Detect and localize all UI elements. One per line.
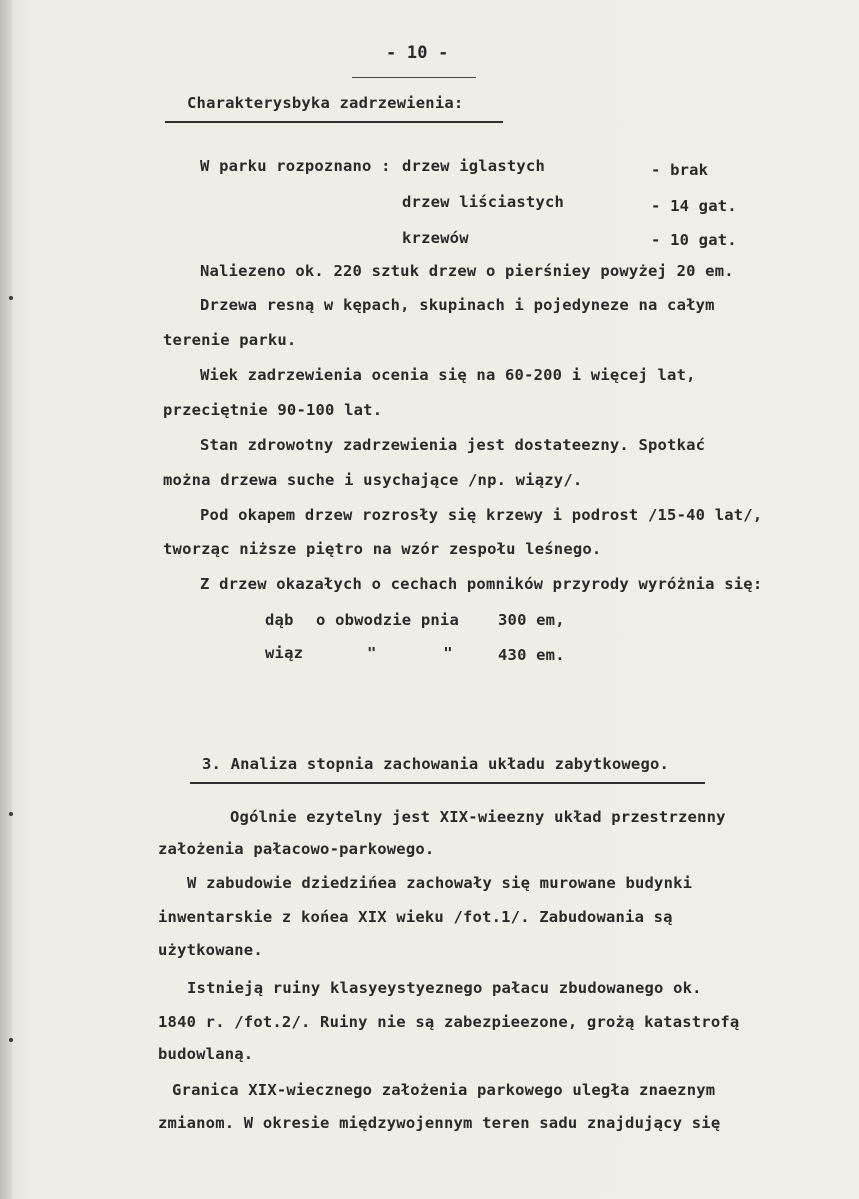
- body-line: użytkowane.: [158, 941, 263, 959]
- page-edge-shadow: [0, 0, 12, 1199]
- body-line: budowlaną.: [158, 1045, 254, 1063]
- section-header: Charakterysbyka zadrzewienia:: [187, 94, 464, 112]
- margin-speck: [9, 812, 13, 816]
- page-number: - 10 -: [386, 43, 449, 63]
- body-line: W zabudowie dziedzińea zachowały się murowane budynki: [187, 874, 693, 892]
- body-line: można drzewa suche i usychające /np. wiązy/.: [163, 471, 583, 489]
- body-line: Drzewa resną w kępach, skupinach i pojedyneze na całym: [200, 296, 715, 314]
- survey-value-deciduous: - 14 gat.: [651, 197, 737, 215]
- section-3-underline: [190, 782, 705, 784]
- body-line: założenia pałacowo-parkowego.: [158, 840, 435, 858]
- body-line: tworząc niższe piętro na wzór zespołu leśnego.: [163, 540, 602, 558]
- monument-value-oak: 300 em,: [498, 611, 565, 629]
- body-line: Granica XIX-wiecznego założenia parkowego uległa znaeznym: [172, 1081, 716, 1099]
- body-line: Stan zdrowotny zadrzewienia jest dostateezny. Spotkać: [200, 436, 706, 454]
- body-line: przeciętnie 90-100 lat.: [163, 401, 383, 419]
- monument-desc-elm: " ": [367, 644, 453, 662]
- body-line: terenie parku.: [163, 331, 297, 349]
- body-line: Ogólnie ezytelny jest XIX-wieezny układ przestrzenny: [230, 808, 726, 826]
- section-header-underline: [165, 121, 503, 123]
- monument-name-elm: wiąz: [265, 644, 304, 662]
- monument-desc-oak: o obwodzie pnia: [316, 611, 459, 629]
- body-line: Pod okapem drzew rozrosły się krzewy i podrost /15-40 lat/,: [200, 506, 763, 524]
- monument-value-elm: 430 em.: [498, 646, 565, 664]
- page-number-rule: [352, 77, 476, 78]
- body-line: zmianom. W okresie międzywojennym teren sadu znajdujący się: [158, 1114, 721, 1132]
- survey-label-deciduous: drzew liściastych: [402, 193, 565, 211]
- body-line: Wiek zadrzewienia ocenia się na 60-200 i więcej lat,: [200, 366, 696, 384]
- margin-speck: [9, 1038, 13, 1042]
- monument-name-oak: dąb: [265, 611, 294, 629]
- survey-label-shrubs: krzewów: [402, 229, 469, 247]
- body-line: Z drzew okazałych o cechach pomników przyrody wyróżnia się:: [200, 575, 763, 593]
- margin-speck: [9, 296, 13, 300]
- body-line: inwentarskie z końea XIX wieku /fot.1/. Zabudowania są: [158, 908, 673, 926]
- body-line: 1840 r. /fot.2/. Ruiny nie są zabezpieezone, grożą katastrofą: [158, 1013, 740, 1031]
- survey-label-conifers: drzew iglastych: [402, 157, 545, 175]
- survey-intro: W parku rozpoznano :: [200, 157, 391, 175]
- body-line: Istnieją ruiny klasyeystyeznego pałacu zbudowanego ok.: [187, 979, 702, 997]
- survey-value-shrubs: - 10 gat.: [651, 231, 737, 249]
- survey-value-conifers: - brak: [651, 161, 709, 179]
- section-3-title: 3. Analiza stopnia zachowania układu zabytkowego.: [202, 755, 670, 773]
- body-line: Naliezeno ok. 220 sztuk drzew o pierśniey powyżej 20 em.: [200, 262, 734, 280]
